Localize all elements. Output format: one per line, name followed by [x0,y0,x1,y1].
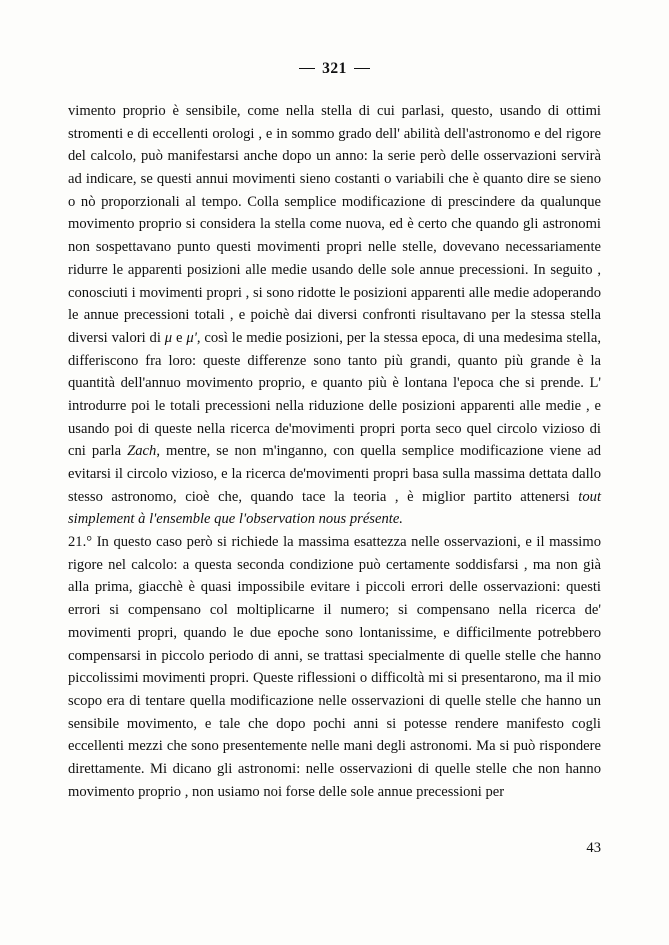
text-run: e [172,329,187,346]
text-run: In questo caso però si richiede la massima esattezza nelle osservazioni, e il massimo rigore nel calcolo: a questa seconda condizione può certamente soddisfarsi , ma non già alla prima, giacchè è quasi impossibile evitare i piccoli errori delle osservazioni: questi errori si compensano col moltiplicarne il numero; si compensano nella ricerca de' movimenti propri, quando le due epoche sono lontanissime, e difficilmente potrebbero compensarsi in piccolo periodo di anni, se trattasi specialmente di quelle stelle che hanno piccolissimi movimenti propri. Queste riflessioni o difficoltà mi si presentarono, ma il mio scopo era di tentare quella modificazione nelle osservazioni di quelle stelle che hanno un sensibile movimento, e tale che dopo pochi anni si potesse rendere manifesto cogli eccellenti mezzi che sono presentemente nelle mani degli astronomi. Ma si può rispondere direttamente. Mi dicano gli astronomi: nelle osservazioni di quelle stelle che non hanno movimento proprio , non usiamo noi forse delle sole annue precessioni per [68,534,601,800]
paragraph-2 [68,531,601,803]
signature-mark: 43 [586,840,601,856]
italic-run: μ' [186,329,197,346]
text-run: vimento proprio è sensibile, come nella stella di cui parlasi, questo, usando di ottimi stromenti e di eccellenti orologi , e in sommo grado dell' abilità dell'astronomo e del rigore del calcolo, può manifestarsi anche dopo un anno: la serie però delle osservazioni servirà ad indicare, se questi annui movimenti sieno costanti o variabili che è quanto dire se sieno o nò proporzionali al tempo. Colla semplice modificazione di prescindere da qualunque movimento proprio si considera la stella come nuova, ed è certo che quando gli astronomi non sospettavano punto questi movimenti propri nelle stelle, dovevano necessariamente ridurre le apparenti posizioni alle medie usando delle sole annue precessioni. In seguito , conosciuti i movimenti propri , si sono ridotte le posizioni apparenti alle medie adoperando le annue precessioni totali , e poichè dai diversi confronti risultavano per la stessa stella diversi valori di [68,103,601,346]
header-rule-right [354,68,370,69]
page-header [68,60,601,78]
page-number: 321 [322,60,347,77]
body-text [68,100,601,803]
italic-run: μ [164,329,173,346]
text-run: , così le medie posizioni, per la stessa epoca, di una medesima stella, differiscono fra loro: queste differenze sono tanto più grandi, quanto più grande è la quantità dell'annuo movimento proprio, e quanto più è lontana l'epoca che si prende. L' introdurre poi le totali precessioni nella riduzione delle posizioni apparenti alle medie , e usando poi di queste nella ricerca de'movimenti propri porta seco quel circolo vizioso di cni parla [68,329,601,460]
text-run: 21.° [68,534,93,551]
text-run: , mentre, se non m'inganno, con quella semplice modificazione viene ad evitarsi il circolo vizioso, e la ricerca de'movimenti propri basa sulla massima dettata dallo stesso astronomo, cioè che, quando tace la teoria , è miglior partito attenersi [68,443,601,505]
italic-run: Zach [127,443,157,460]
italic-run: tout simplement à l'ensemble que l'observation nous présente. [68,488,601,528]
header-rule-left [299,68,315,69]
paragraph-1 [68,100,601,531]
